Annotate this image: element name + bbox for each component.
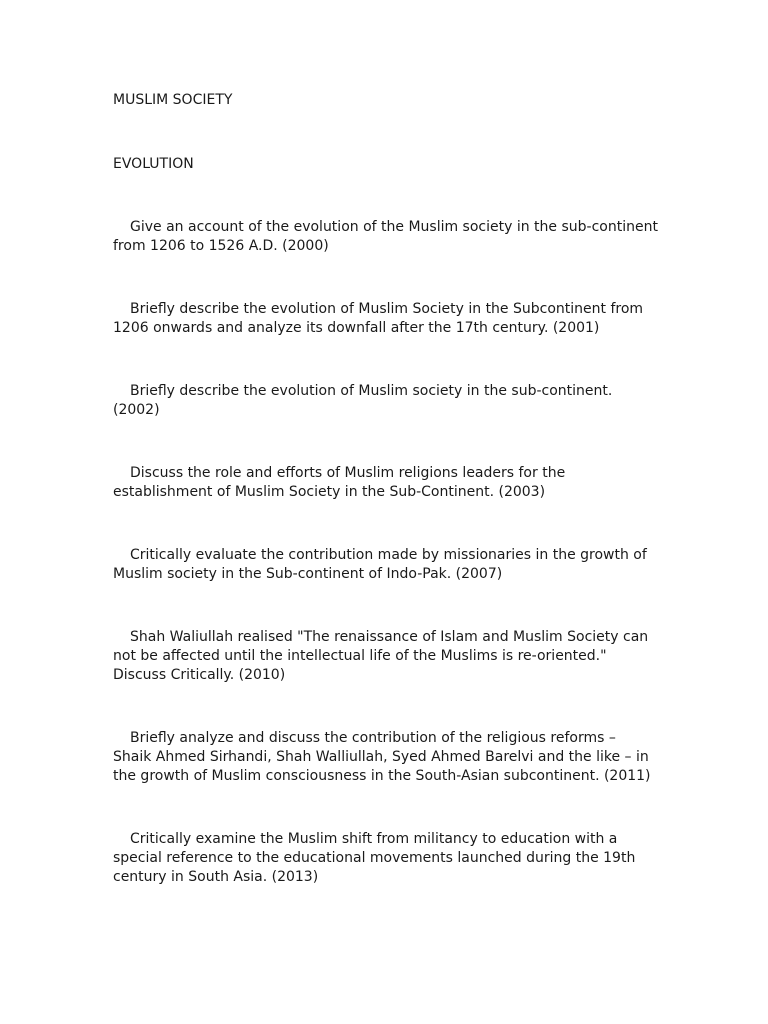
question-item: Briefly analyze and discuss the contribution of the religious reforms – Shaik Ahmed Sirhandi, Shah Walliullah, Syed Ahmed Barelvi and the like – in the growth of Muslim consciousness in the South-Asian subcontinent. (2011) xyxy=(113,730,651,784)
question-item: Give an account of the evolution of the Muslim society in the sub-continent from 1206 to 1526 A.D. (2000) xyxy=(113,219,658,254)
question-item: Critically examine the Muslim shift from militancy to education with a special reference to the educational movements launched during the 19th century in South Asia. (2013) xyxy=(113,831,636,885)
document-page xyxy=(113,91,658,887)
question-list xyxy=(113,218,658,887)
section-heading: EVOLUTION xyxy=(113,156,194,172)
document-title: MUSLIM SOCIETY xyxy=(113,92,233,108)
question-item: Briefly describe the evolution of Muslim Society in the Subcontinent from 1206 onwards and analyze its downfall after the 17th century. (2001) xyxy=(113,301,644,336)
question-item: Discuss the role and efforts of Muslim religions leaders for the establishment of Muslim Society in the Sub-Continent. (2003) xyxy=(113,465,566,500)
question-item: Shah Waliullah realised "The renaissance of Islam and Muslim Society can not be affected until the intellectual life of the Muslims is re-oriented." Discuss Critically. (2010) xyxy=(113,629,649,683)
question-item: Critically evaluate the contribution made by missionaries in the growth of Muslim society in the Sub-continent of Indo-Pak. (2007) xyxy=(113,547,647,582)
question-item: Briefly describe the evolution of Muslim society in the sub-continent. (2002) xyxy=(113,383,613,418)
